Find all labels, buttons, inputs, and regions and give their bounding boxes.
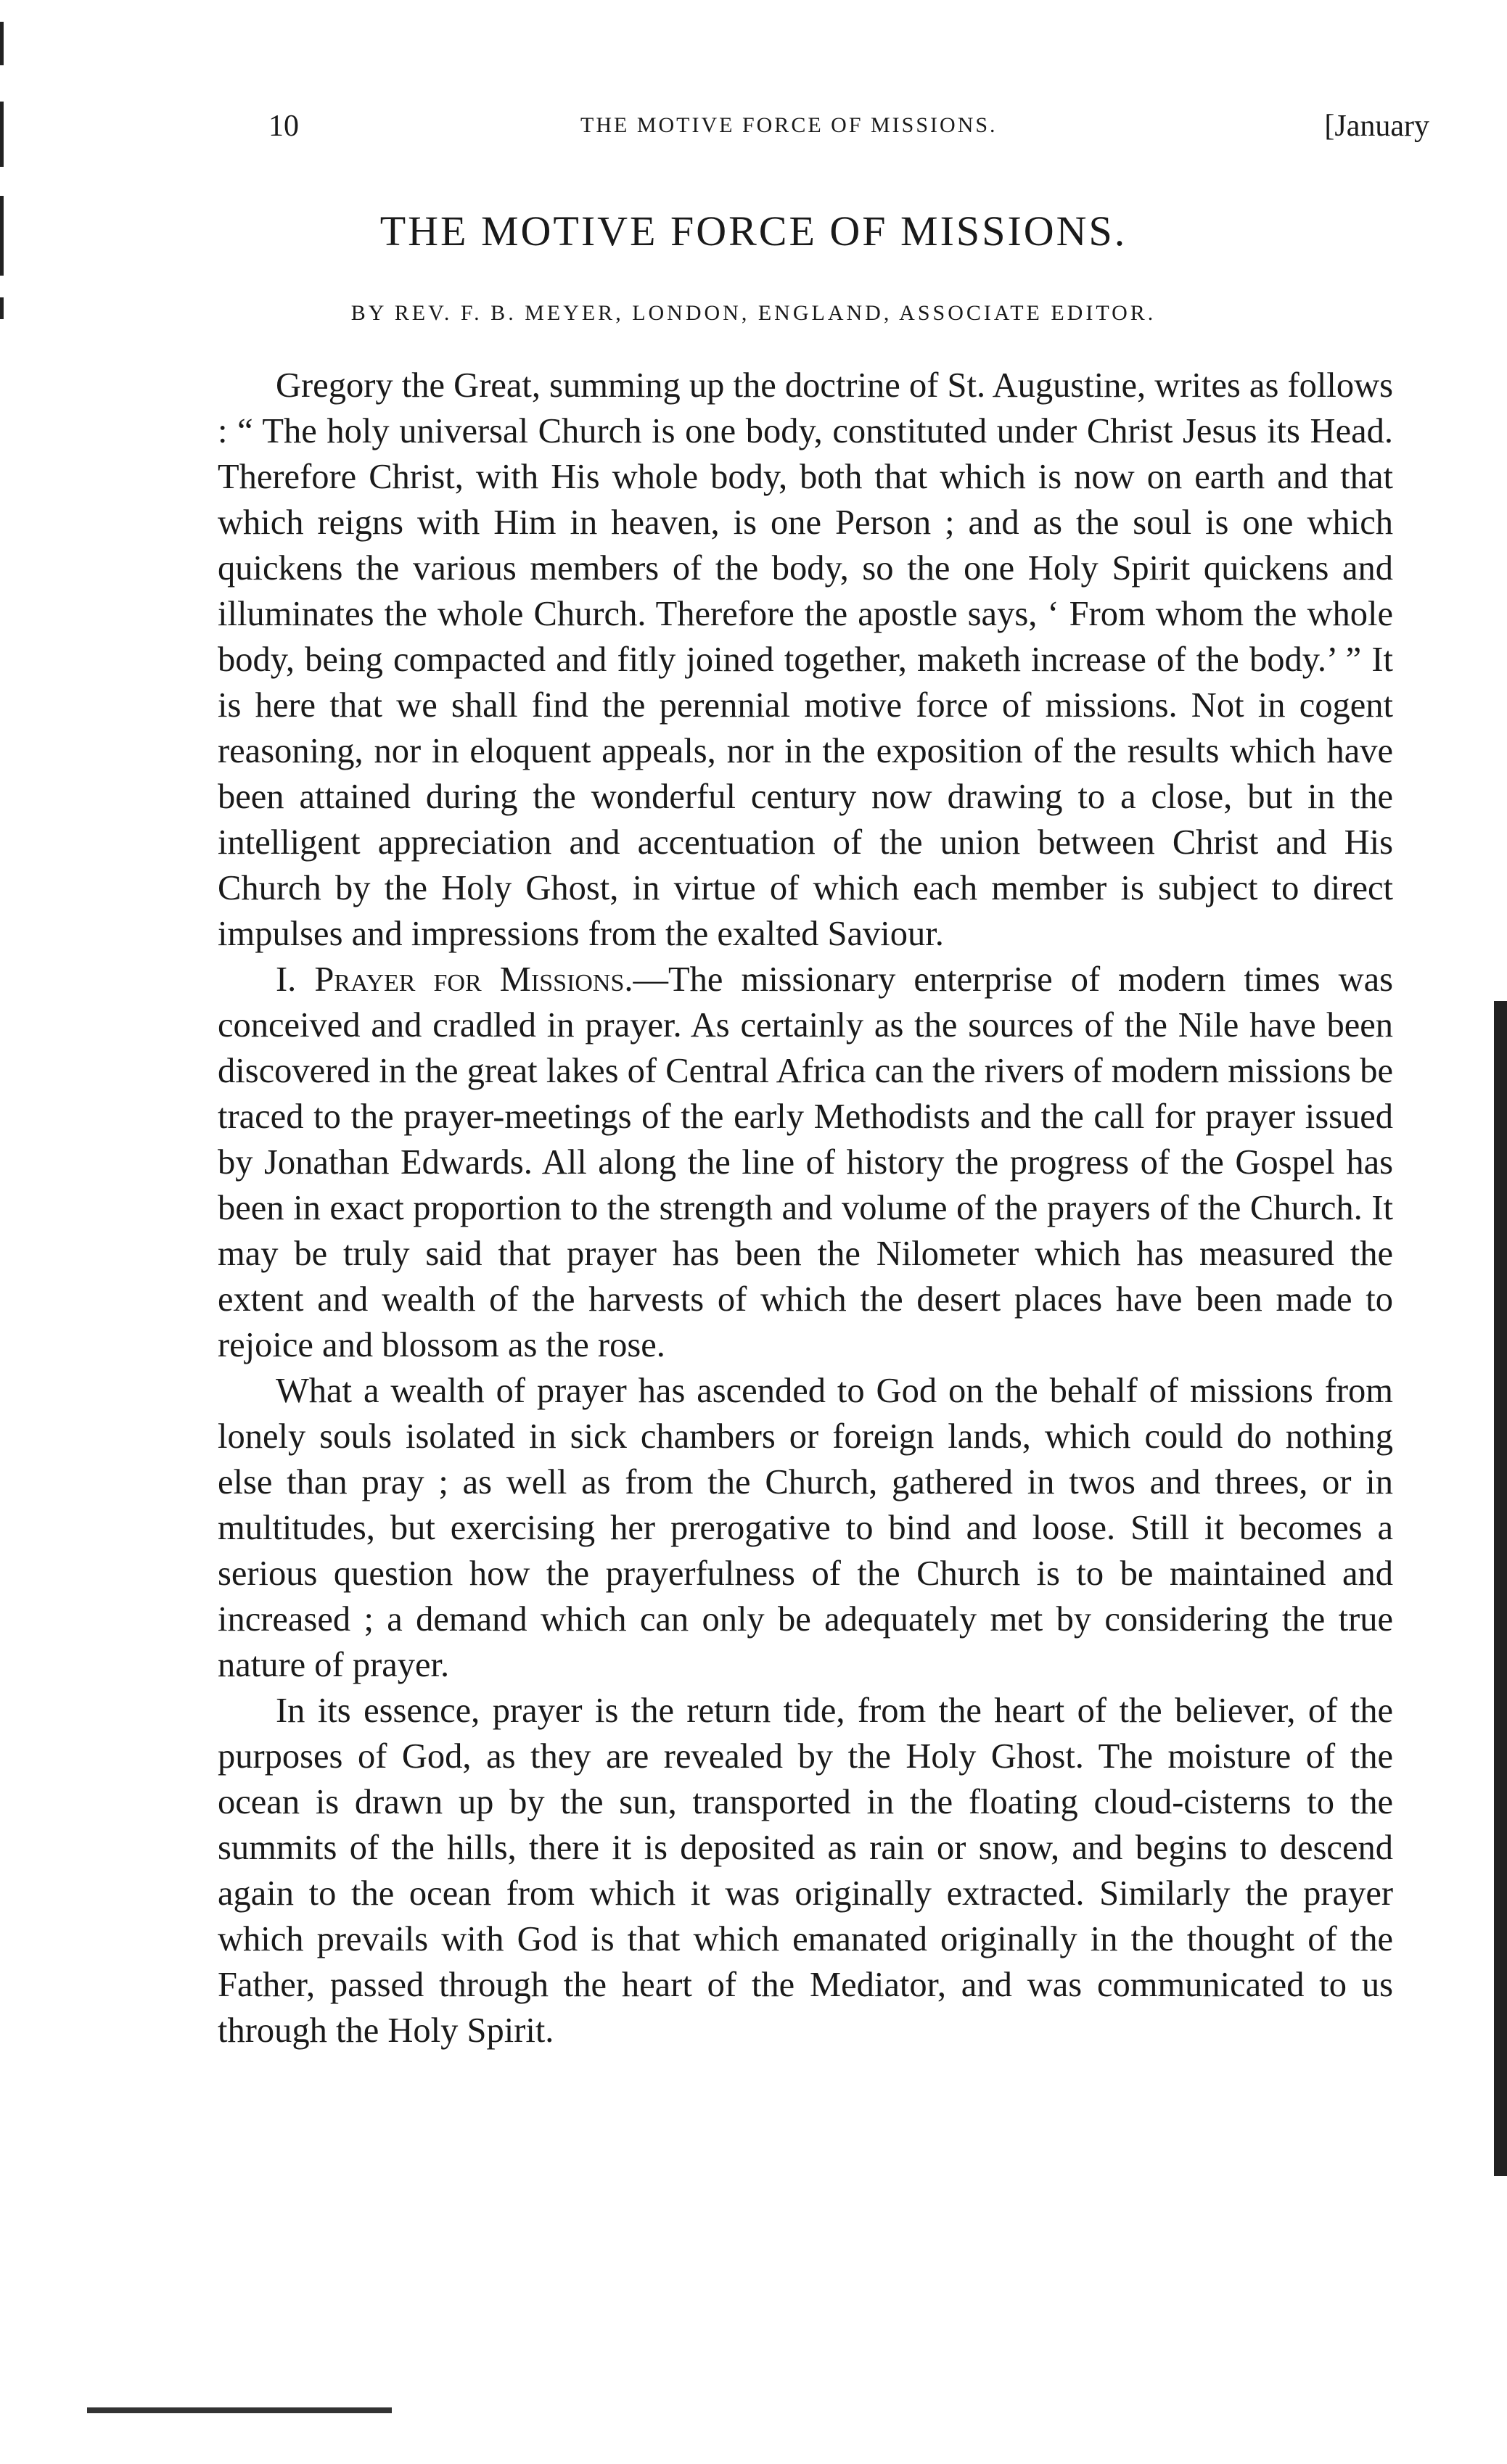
page-header (218, 109, 1429, 152)
paragraph-wealth-of-prayer: What a wealth of prayer has ascended to God on the behalf of missions from lonely souls isolated in sick chambers or foreign lands, which could do nothing else than pray ; as well as from the Church, gathered in twos and threes, or in multitudes, but exercising her prerogative to bind and loose. Still it becomes a serious question how the prayerfulness of the Church is to be maintained and increased ; a demand which can only be adequately met by considering the true nature of prayer. (218, 1372, 1393, 1684)
section-heading: I. Prayer for Missions.— (276, 960, 668, 999)
paragraph-text: The missionary enterprise of modern times was conceived and cradled in prayer. As certainly as the sources of the Nile have been discovered in the great lakes of Central Africa can the rivers of modern missions be traced to the prayer-meetings of the early Methodists and the call for prayer issued by Jonathan Edwards. All along the line of history the progress of the Gospel has been in exact proportion to the strength and volume of the prayers of the Church. It may be truly said that prayer has been the Nilometer which has measured the extent and wealth of the harvests of which the desert places have been made to rejoice and blossom as the rose. (218, 960, 1393, 1364)
paragraph-nature-of-prayer: In its essence, prayer is the return tide, from the heart of the believer, of the purposes of God, as they are revealed by the Holy Ghost. The moisture of the ocean is drawn up by the sun, transported in the floating cloud-cisterns to the summits of the hills, there it is deposited as rain or snow, and begins to descend again to the ocean from which it was originally extracted. Similarly the prayer which prevails with God is that which emanated originally in the thought of the Father, passed through the heart of the Mediator, and was communicated to us through the Holy Spirit. (218, 1692, 1393, 2050)
bottom-margin-rule (87, 2407, 392, 2413)
page-number: 10 (268, 110, 299, 143)
running-month: [January (1324, 110, 1429, 143)
left-margin-rule (0, 22, 4, 341)
running-title: THE MOTIVE FORCE OF MISSIONS. (580, 113, 998, 137)
article-title: THE MOTIVE FORCE OF MISSIONS. (379, 207, 1128, 255)
right-margin-rule (1494, 1001, 1507, 2176)
paragraph-prayer-for-missions (218, 957, 1393, 1368)
article-byline: BY REV. F. B. MEYER, LONDON, ENGLAND, ASSOCIATE EDITOR. (350, 301, 1157, 325)
article-body (218, 363, 1393, 2053)
paragraph-intro: Gregory the Great, summing up the doctrine of St. Augustine, writes as follows : “ The holy universal Church is one body, constituted under Christ Jesus its Head. Therefore Christ, with His whole body, both that which is now on earth and that which reigns with Him in heaven, is one Person ; and as the soul is one which quickens the various members of the body, so the one Holy Spirit quickens and illuminates the whole Church. Therefore the apostle says, ‘ From whom the whole body, being compacted and fitly joined together, maketh increase of the body.’ ” It is here that we shall find the perennial motive force of missions. Not in cogent reasoning, nor in eloquent appeals, nor in the exposition of the results which have been attained during the wonderful century now drawing to a close, but in the intelligent appreciation and accentuation of the union between Christ and His Church by the Holy Ghost, in virtue of which each member is subject to direct impulses and impressions from the exalted Saviour. (218, 366, 1393, 953)
